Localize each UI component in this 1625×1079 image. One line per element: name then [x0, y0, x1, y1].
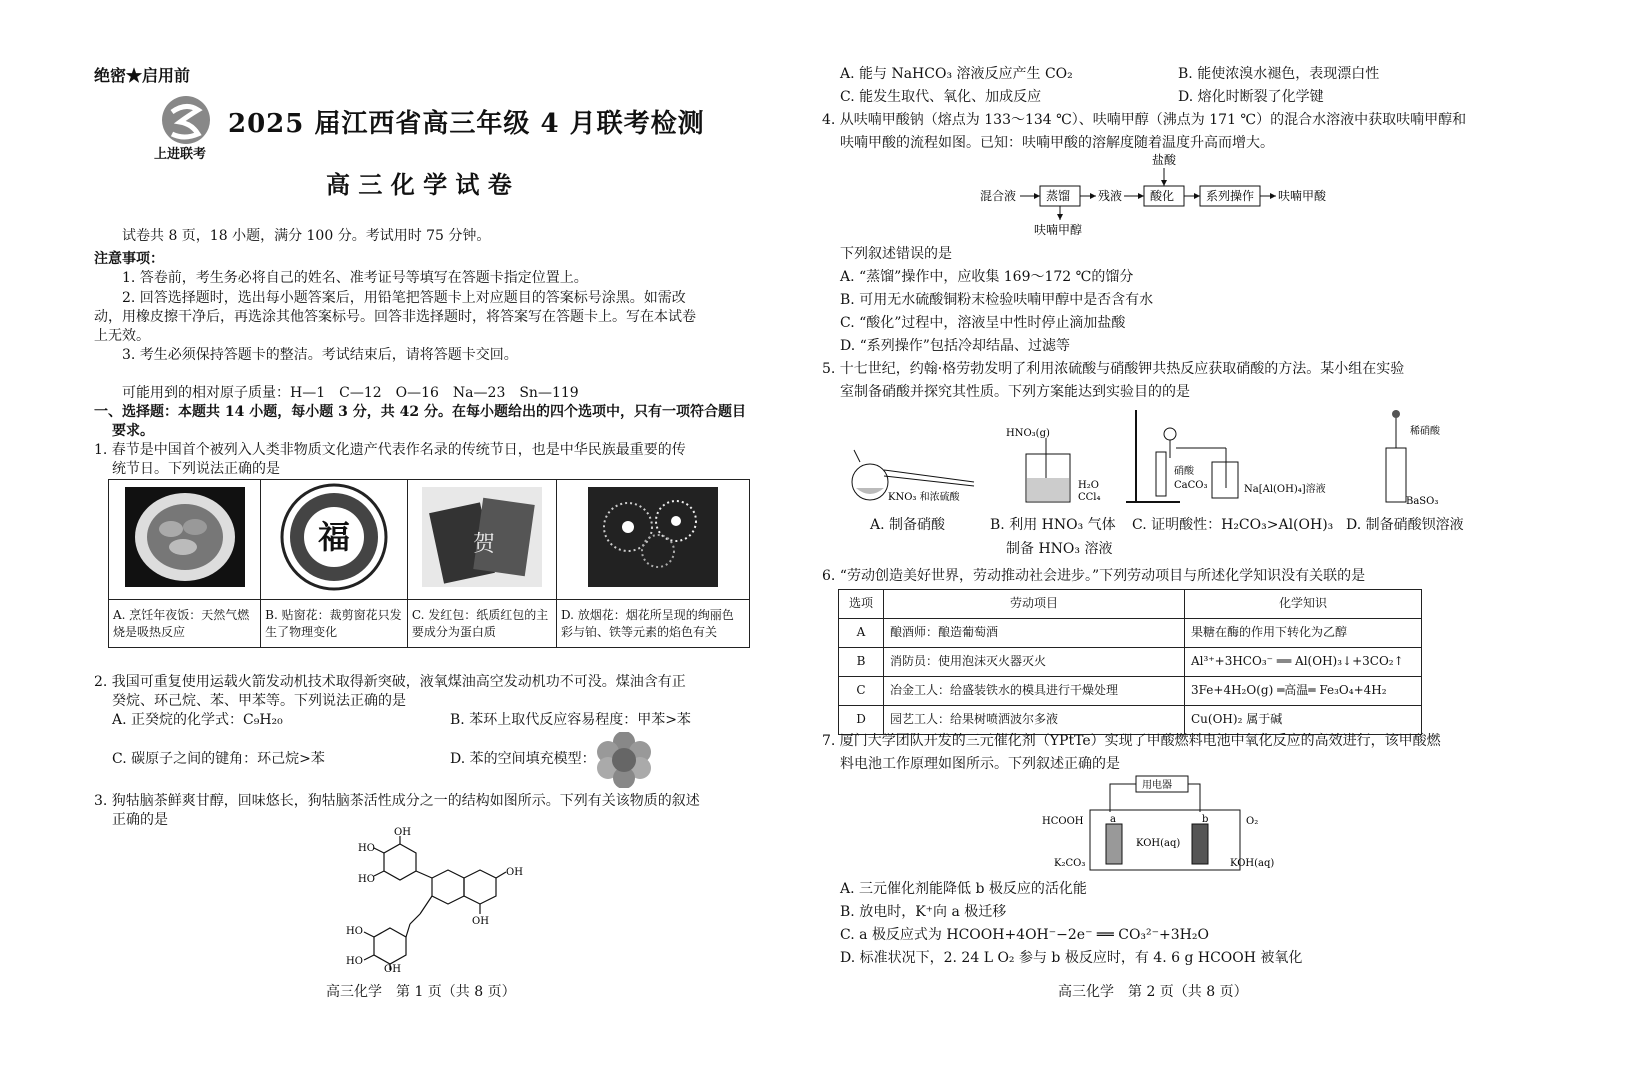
table-header: 劳动项目 [884, 590, 1185, 619]
q7-option-b: B. 放电时，K⁺向 a 极迁移 [840, 904, 1007, 920]
footer-right: 高三化学 第 2 页（共 8 页） [1058, 984, 1248, 1000]
table-row [839, 619, 1422, 648]
q3-label-ho4: HO [346, 956, 363, 967]
table-header-row [839, 590, 1422, 619]
q6-stem: 6. “劳动创造美好世界，劳动推动社会进步。”下列劳动项目与所述化学知识没有关联的是 [822, 568, 1366, 584]
q7-label-hcooh: HCOOH [1042, 816, 1084, 827]
q1-image-a [109, 480, 261, 600]
q2-option-c: C. 碳原子之间的键角：环己烷>苯 [112, 751, 325, 767]
q5-label-b3: CCl₄ [1078, 492, 1101, 503]
q4-stem-b: 呋喃甲酸的流程如图。已知：呋喃甲酸的溶解度随着温度升高而增大。 [840, 135, 1274, 151]
q3-label-oh4: OH [384, 964, 401, 972]
notice-2a: 2. 回答选择题时，选出每小题答案后，用铅笔把答题卡上对应题目的答案标号涂黑。如需改 [122, 290, 686, 306]
q4-option-d: D. “系列操作”包括冷却结晶、过滤等 [840, 338, 1070, 354]
page-title: 2025 届江西省高三年级 4 月联考检测 [228, 109, 705, 139]
q3-label-oh1: OH [394, 827, 411, 838]
q7-label-o2: O₂ [1246, 816, 1259, 827]
notice-1: 1. 答卷前，考生务必将自己的姓名、准考证号等填写在答题卡指定位置上。 [122, 270, 588, 286]
q2-option-a: A. 正癸烷的化学式：C₉H₂₀ [112, 712, 283, 728]
q1-stem-b: 统节日。下列说法正确的是 [112, 461, 280, 477]
q1-option-a: A. 烹饪年夜饭：天然气燃烧是吸热反应 [109, 600, 261, 648]
q5-option-c: C. 证明酸性：H₂CO₃>Al(OH)₃ [1132, 517, 1334, 533]
table-cell: A [839, 619, 884, 648]
notice-2c: 上无效。 [94, 328, 150, 344]
q1-image-c [407, 480, 556, 600]
flow-mixture: 混合液 [980, 189, 1017, 203]
fu-character: 福 [318, 518, 351, 556]
table-row [839, 648, 1422, 677]
q5-label-d1: 稀硝酸 [1410, 426, 1440, 437]
flow-hcl: 盐酸 [1152, 153, 1177, 167]
logo [154, 94, 214, 166]
q4-option-c: C. “酸化”过程中，溶液呈中性时停止滴加盐酸 [840, 315, 1126, 331]
q7-label-koh-out: KOH(aq) [1230, 858, 1275, 869]
q3-stem: 3. 狗牯脑茶鲜爽甘醇，回味悠长，狗牯脑茶活性成分之一的结构如图所示。下列有关该物质的叙述 [94, 793, 700, 809]
q1-table [108, 479, 750, 648]
notice-3: 3. 考生必须保持答题卡的整洁。考试结束后，请将答题卡交回。 [122, 347, 518, 363]
q4-flowchart [978, 152, 1358, 246]
section1-title-b: 要求。 [112, 423, 154, 439]
table-cell: 果糖在酶的作用下转化为乙醇 [1185, 619, 1422, 648]
atomic-mass: 可能用到的相对原子质量：H—1 C—12 O—16 Na—23 Sn—119 [122, 385, 579, 401]
table-cell: Cu(OH)₂ 属于碱 [1185, 706, 1422, 735]
q2-option-d: D. 苯的空间填充模型： [450, 751, 596, 767]
table-cell: 冶金工人：给盛装铁水的模具进行干燥处理 [884, 677, 1185, 706]
q2-stem: 2. 我国可重复使用运载火箭发动机技术取得新突破，液氧煤油高空发动机功不可没。煤油含有正 [94, 674, 686, 690]
q3-label-ho3: HO [346, 926, 363, 937]
q7-option-d: D. 标准状况下，2. 24 L O₂ 参与 b 极反应时，有 4. 6 g HCOOH 被氧化 [840, 950, 1303, 966]
q5-stem-b: 室制备硝酸并探究其性质。下列方案能达到实验目的的是 [840, 384, 1190, 400]
table-cell: Al³⁺+3HCO₃⁻ ══ Al(OH)₃↓+3CO₂↑ [1185, 648, 1422, 677]
q5-stem: 5. 十七世纪，约翰·格劳勃发明了利用浓硫酸与硝酸钾共热反应获取硝酸的方法。某小组在实验 [822, 361, 1405, 377]
section1-title: 一、选择题：本题共 14 小题，每小题 3 分，共 42 分。在每小题给出的四个选项中，只有一项符合题目 [94, 404, 746, 420]
flow-residue: 残液 [1098, 189, 1123, 203]
q5-label-c2: CaCO₃ [1174, 480, 1208, 491]
q3-label-ho1: HO [358, 843, 375, 854]
q1-stem: 1. 春节是中国首个被列入人类非物质文化遗产代表作名录的传统节日，也是中华民族最重要的传 [94, 442, 686, 458]
q1-image-b [261, 480, 408, 600]
q7-option-a: A. 三元催化剂能降低 b 极反应的活化能 [840, 881, 1087, 897]
benzene-space-filling-model [594, 732, 654, 794]
table-cell: D [839, 706, 884, 735]
table-cell: 3Fe+4H₂O(g) ═高温═ Fe₃O₄+4H₂ [1185, 677, 1422, 706]
q7-option-c: C. a 极反应式为 HCOOH+4OH⁻−2e⁻ ══ CO₃²⁻+3H₂O [840, 927, 1209, 943]
q4-ask: 下列叙述错误的是 [840, 246, 952, 262]
q7-device: 用电器 [1142, 780, 1172, 791]
q7-label-a: a [1110, 814, 1116, 825]
table-cell: 消防员：使用泡沫灭火器灭火 [884, 648, 1185, 677]
q7-label-k2co3: K₂CO₃ [1054, 858, 1086, 869]
flow-furfuryl-alcohol: 呋喃甲醇 [1034, 223, 1083, 237]
table-cell: C [839, 677, 884, 706]
flow-series-ops: 系列操作 [1206, 189, 1255, 203]
confidential-label: 绝密★启用前 [94, 66, 191, 85]
q5-option-b: B. 利用 HNO₃ 气体 [990, 517, 1116, 533]
flow-furoic-acid: 呋喃甲酸 [1278, 189, 1327, 203]
q7-stem: 7. 厦门大学团队开发的三元催化剂（YPtTe）实现了甲酸燃料电池中氧化反应的高效进行，该甲酸燃 [822, 733, 1441, 749]
q5-label-d2: BaSO₃ [1406, 496, 1439, 507]
q4-option-a: A. “蒸馏”操作中，应收集 169～172 ℃的馏分 [840, 269, 1134, 285]
q3-stem-b: 正确的是 [112, 812, 168, 828]
table-cell: 园艺工人：给果树喷洒波尔多液 [884, 706, 1185, 735]
q2-option-b: B. 苯环上取代反应容易程度：甲苯>苯 [450, 712, 691, 728]
q2-stem-b: 癸烷、环己烷、苯、甲苯等。下列说法正确的是 [112, 693, 406, 709]
q5-label-c1: 硝酸 [1174, 466, 1194, 477]
q3-structure [340, 826, 540, 978]
table-header: 选项 [839, 590, 884, 619]
logo-text: 上进联考 [154, 147, 207, 162]
q5-option-d: D. 制备硝酸钡溶液 [1346, 517, 1464, 533]
q5-option-a: A. 制备硝酸 [870, 517, 946, 533]
q4-option-b: B. 可用无水硫酸铜粉末检验呋喃甲醇中是否含有水 [840, 292, 1154, 308]
notice-title: 注意事项： [94, 251, 164, 267]
notice-2b: 动，用橡皮擦干净后，再选涂其他答案标号。回答非选择题时，将答案写在答题卡上。写在本试卷 [94, 309, 696, 325]
q5-label-a: KNO₃ 和浓硫酸 [888, 492, 960, 503]
q3-option-b: B. 能使浓溴水褪色，表现漂白性 [1178, 66, 1380, 82]
footer-left: 高三化学 第 1 页（共 8 页） [326, 984, 516, 1000]
page-subtitle: 高 三 化 学 试 卷 [326, 170, 512, 199]
q3-option-a: A. 能与 NaHCO₃ 溶液反应产生 CO₂ [840, 66, 1073, 82]
q1-option-c: C. 发红包：纸质红包的主要成分为蛋白质 [407, 600, 556, 648]
q1-option-b: B. 贴窗花：裁剪窗花只发生了物理变化 [261, 600, 408, 648]
flow-acidify: 酸化 [1150, 189, 1175, 203]
q3-label-ho2: HO [358, 874, 375, 885]
q3-label-oh3: OH [472, 916, 489, 927]
q7-label-b: b [1202, 814, 1209, 825]
q7-cell-diagram [1040, 774, 1280, 880]
q7-label-koh: KOH(aq) [1136, 838, 1181, 849]
q3-option-c: C. 能发生取代、氧化、加成反应 [840, 89, 1042, 105]
q1-image-d [556, 480, 749, 600]
he-character: 贺 [472, 532, 495, 557]
table-cell: 酿酒师：酿造葡萄酒 [884, 619, 1185, 648]
q5-label-c3: Na[Al(OH)₄]溶液 [1244, 484, 1326, 495]
q3-option-d: D. 熔化时断裂了化学键 [1178, 89, 1324, 105]
q5-label-b2: H₂O [1078, 480, 1099, 491]
q6-table [838, 589, 1422, 735]
flow-distill: 蒸馏 [1046, 189, 1071, 203]
q1-option-d: D. 放烟花：烟花所呈现的绚丽色彩与铂、铁等元素的焰色有关 [556, 600, 749, 648]
q5-option-b-line2: 制备 HNO₃ 溶液 [1006, 541, 1113, 557]
q5-apparatus [840, 408, 1440, 514]
exam-info: 试卷共 8 页，18 小题，满分 100 分。考试用时 75 分钟。 [122, 228, 491, 244]
table-row [839, 677, 1422, 706]
table-header: 化学知识 [1185, 590, 1422, 619]
q5-label-b1: HNO₃(g) [1006, 428, 1050, 439]
q7-stem-b: 料电池工作原理如图所示。下列叙述正确的是 [840, 756, 1120, 772]
q4-stem: 4. 从呋喃甲酸钠（熔点为 133～134 ℃）、呋喃甲醇（沸点为 171 ℃）的混合水溶液中获取呋喃甲醇和 [822, 112, 1467, 128]
q3-label-oh2: OH [506, 867, 523, 878]
table-cell: B [839, 648, 884, 677]
